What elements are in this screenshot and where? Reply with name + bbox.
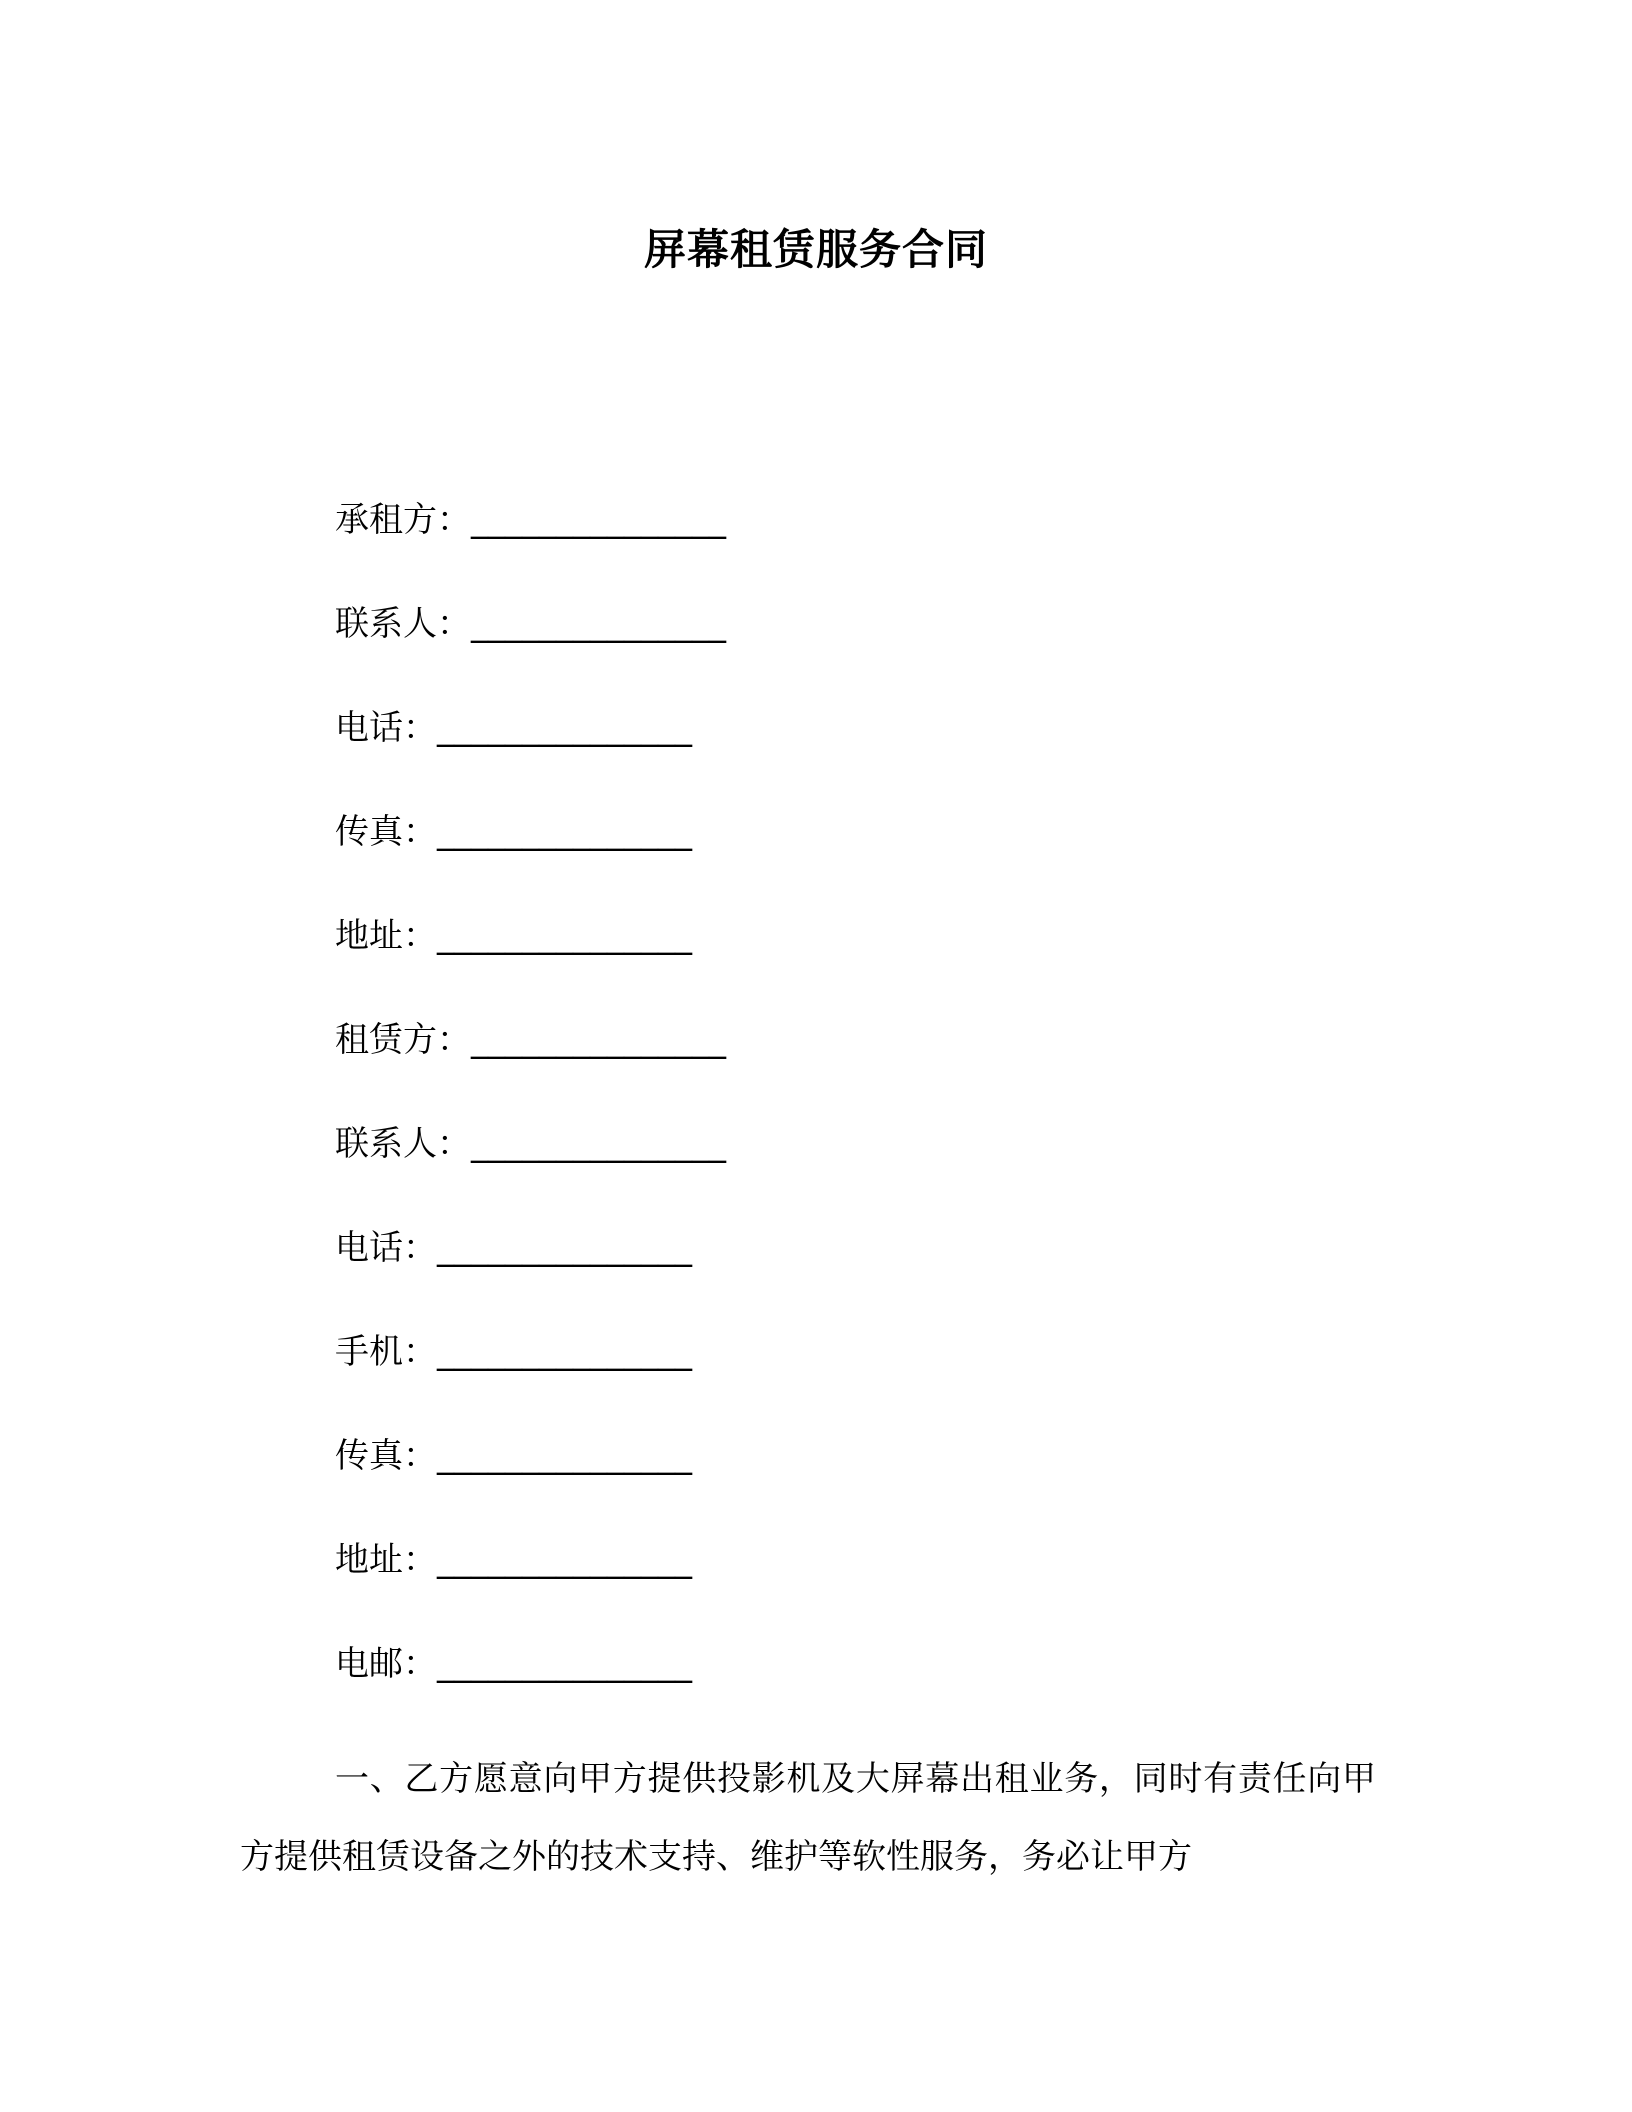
- field-lessee-address: [335, 908, 1335, 1012]
- fill-in-blank: _______________: [471, 500, 726, 540]
- field-lessee-phone: [335, 700, 1335, 804]
- fill-in-blank: _______________: [437, 1228, 692, 1268]
- field-label: 承租方：: [335, 500, 471, 540]
- clause-1-paragraph: 一、乙方愿意向甲方提供投影机及大屏幕出租业务，同时有责任向甲方提供租赁设备之外的技术支持、维护等软性服务，务必让甲方: [240, 1759, 1376, 1877]
- field-label: 地址：: [335, 1540, 437, 1580]
- field-lessor-phone: [335, 1220, 1335, 1324]
- field-label: 联系人：: [335, 604, 471, 644]
- fill-in-blank: _______________: [471, 604, 726, 644]
- field-lessor-mobile: [335, 1324, 1335, 1428]
- field-lessee-fax: [335, 804, 1335, 908]
- field-label: 地址：: [335, 916, 437, 956]
- fill-in-blank: _______________: [437, 1540, 692, 1580]
- field-lessor-address: [335, 1532, 1335, 1636]
- fill-in-blank: _______________: [471, 1124, 726, 1164]
- fill-in-blank: _______________: [437, 1436, 692, 1476]
- field-lessor-email: [335, 1636, 1335, 1740]
- fill-in-blank: _______________: [437, 812, 692, 852]
- party-info-list: [335, 492, 1335, 1740]
- field-label: 手机：: [335, 1332, 437, 1372]
- field-lessee-contact: [335, 596, 1335, 700]
- clause-section: [240, 1740, 1376, 1896]
- field-label: 电话：: [335, 708, 437, 748]
- fill-in-blank: _______________: [437, 1332, 692, 1372]
- field-lessee: [335, 492, 1335, 596]
- field-label: 传真：: [335, 1436, 437, 1476]
- fill-in-blank: _______________: [437, 916, 692, 956]
- field-label: 联系人：: [335, 1124, 471, 1164]
- field-lessor-fax: [335, 1428, 1335, 1532]
- fill-in-blank: _______________: [437, 1644, 692, 1684]
- field-lessor: [335, 1012, 1335, 1116]
- field-label: 租赁方：: [335, 1020, 471, 1060]
- field-label: 电邮：: [335, 1644, 437, 1684]
- document-title: 屏幕租赁服务合同: [643, 225, 988, 274]
- fill-in-blank: _______________: [437, 708, 692, 748]
- fill-in-blank: _______________: [471, 1020, 726, 1060]
- field-label: 电话：: [335, 1228, 437, 1268]
- field-label: 传真：: [335, 812, 437, 852]
- field-lessor-contact: [335, 1116, 1335, 1220]
